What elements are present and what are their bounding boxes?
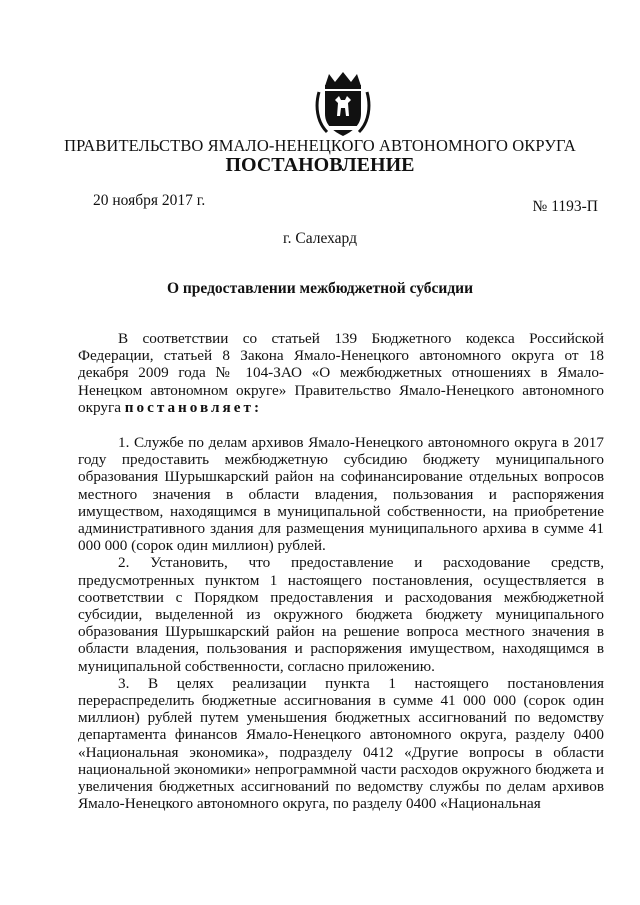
decree-word: постановляет: [124, 398, 263, 416]
government-title: ПРАВИТЕЛЬСТВО ЯМАЛО-НЕНЕЦКОГО АВТОНОМНОГО ОКРУГА [64, 136, 576, 155]
paragraph-2: 2. Установить, что предоставление и расходование средств, предусмотренных пунктом 1 настоящего постановления, осуществляется в соответствии с Порядком предоставления и расходования межбюджетной субсидии, выделенной из окружного бюджета бюджету муниципального образования Шурышкарский район на решение вопроса местного значения в области владения, пользования и распоряжения имуществом, находящимся в муниципальной собственности, согласно приложению. [78, 554, 604, 675]
paragraph-1: 1. Службе по делам архивов Ямало-Ненецкого автономного округа в 2017 году предоставить межбюджетную субсидию бюджету муниципального образования Шурышкарский район на софинансирование отдельных вопросов местного значения в области владения, пользования и распоряжения имуществом, находящимся в муниципальной собственности, на приобретение административного здания для размещения муниципального архива в сумме 41 000 000 (сорок один миллион) рублей. [78, 434, 604, 555]
paragraph-3: 3. В целях реализации пункта 1 настоящего постановления перераспределить бюджетные ассигнования в сумме 41 000 000 (сорок один миллион) рублей путем уменьшения бюджетных ассигнований по ведомству департамента финансов Ямало-Ненецкого автономного округа, разделу 0400 «Национальная экономика», подразделу 0412 «Другие вопросы в области национальной экономики» непрограммной части расходов окружного бюджета и увеличения бюджетных ассигнований по ведомству службы по делам архивов Ямало-Ненецкого автономного округа, по разделу 0400 «Национальная [78, 674, 604, 813]
document-subject: О предоставлении межбюджетной субсидии [166, 280, 474, 297]
document-body [78, 330, 604, 812]
yamal-coat-of-arms-icon [315, 70, 371, 138]
document-date: 20 ноября 2017 г. [93, 192, 206, 209]
document-city: г. Салехард [283, 230, 357, 247]
preamble [78, 330, 604, 416]
document-number: № 1193-П [532, 198, 598, 215]
preamble-text: В соответствии со статьей 139 Бюджетного кодекса Российской Федерации, статьей 8 Закона Ямало-Ненецкого автономного округа от 18 декабря 2009 года № 104-ЗАО «О межбюджетных отношениях в Ямало-Ненецком автономном округе» Правительство Ямало-Ненецкого автономного округа [78, 330, 604, 416]
document-type: ПОСТАНОВЛЕНИЕ [225, 154, 415, 176]
